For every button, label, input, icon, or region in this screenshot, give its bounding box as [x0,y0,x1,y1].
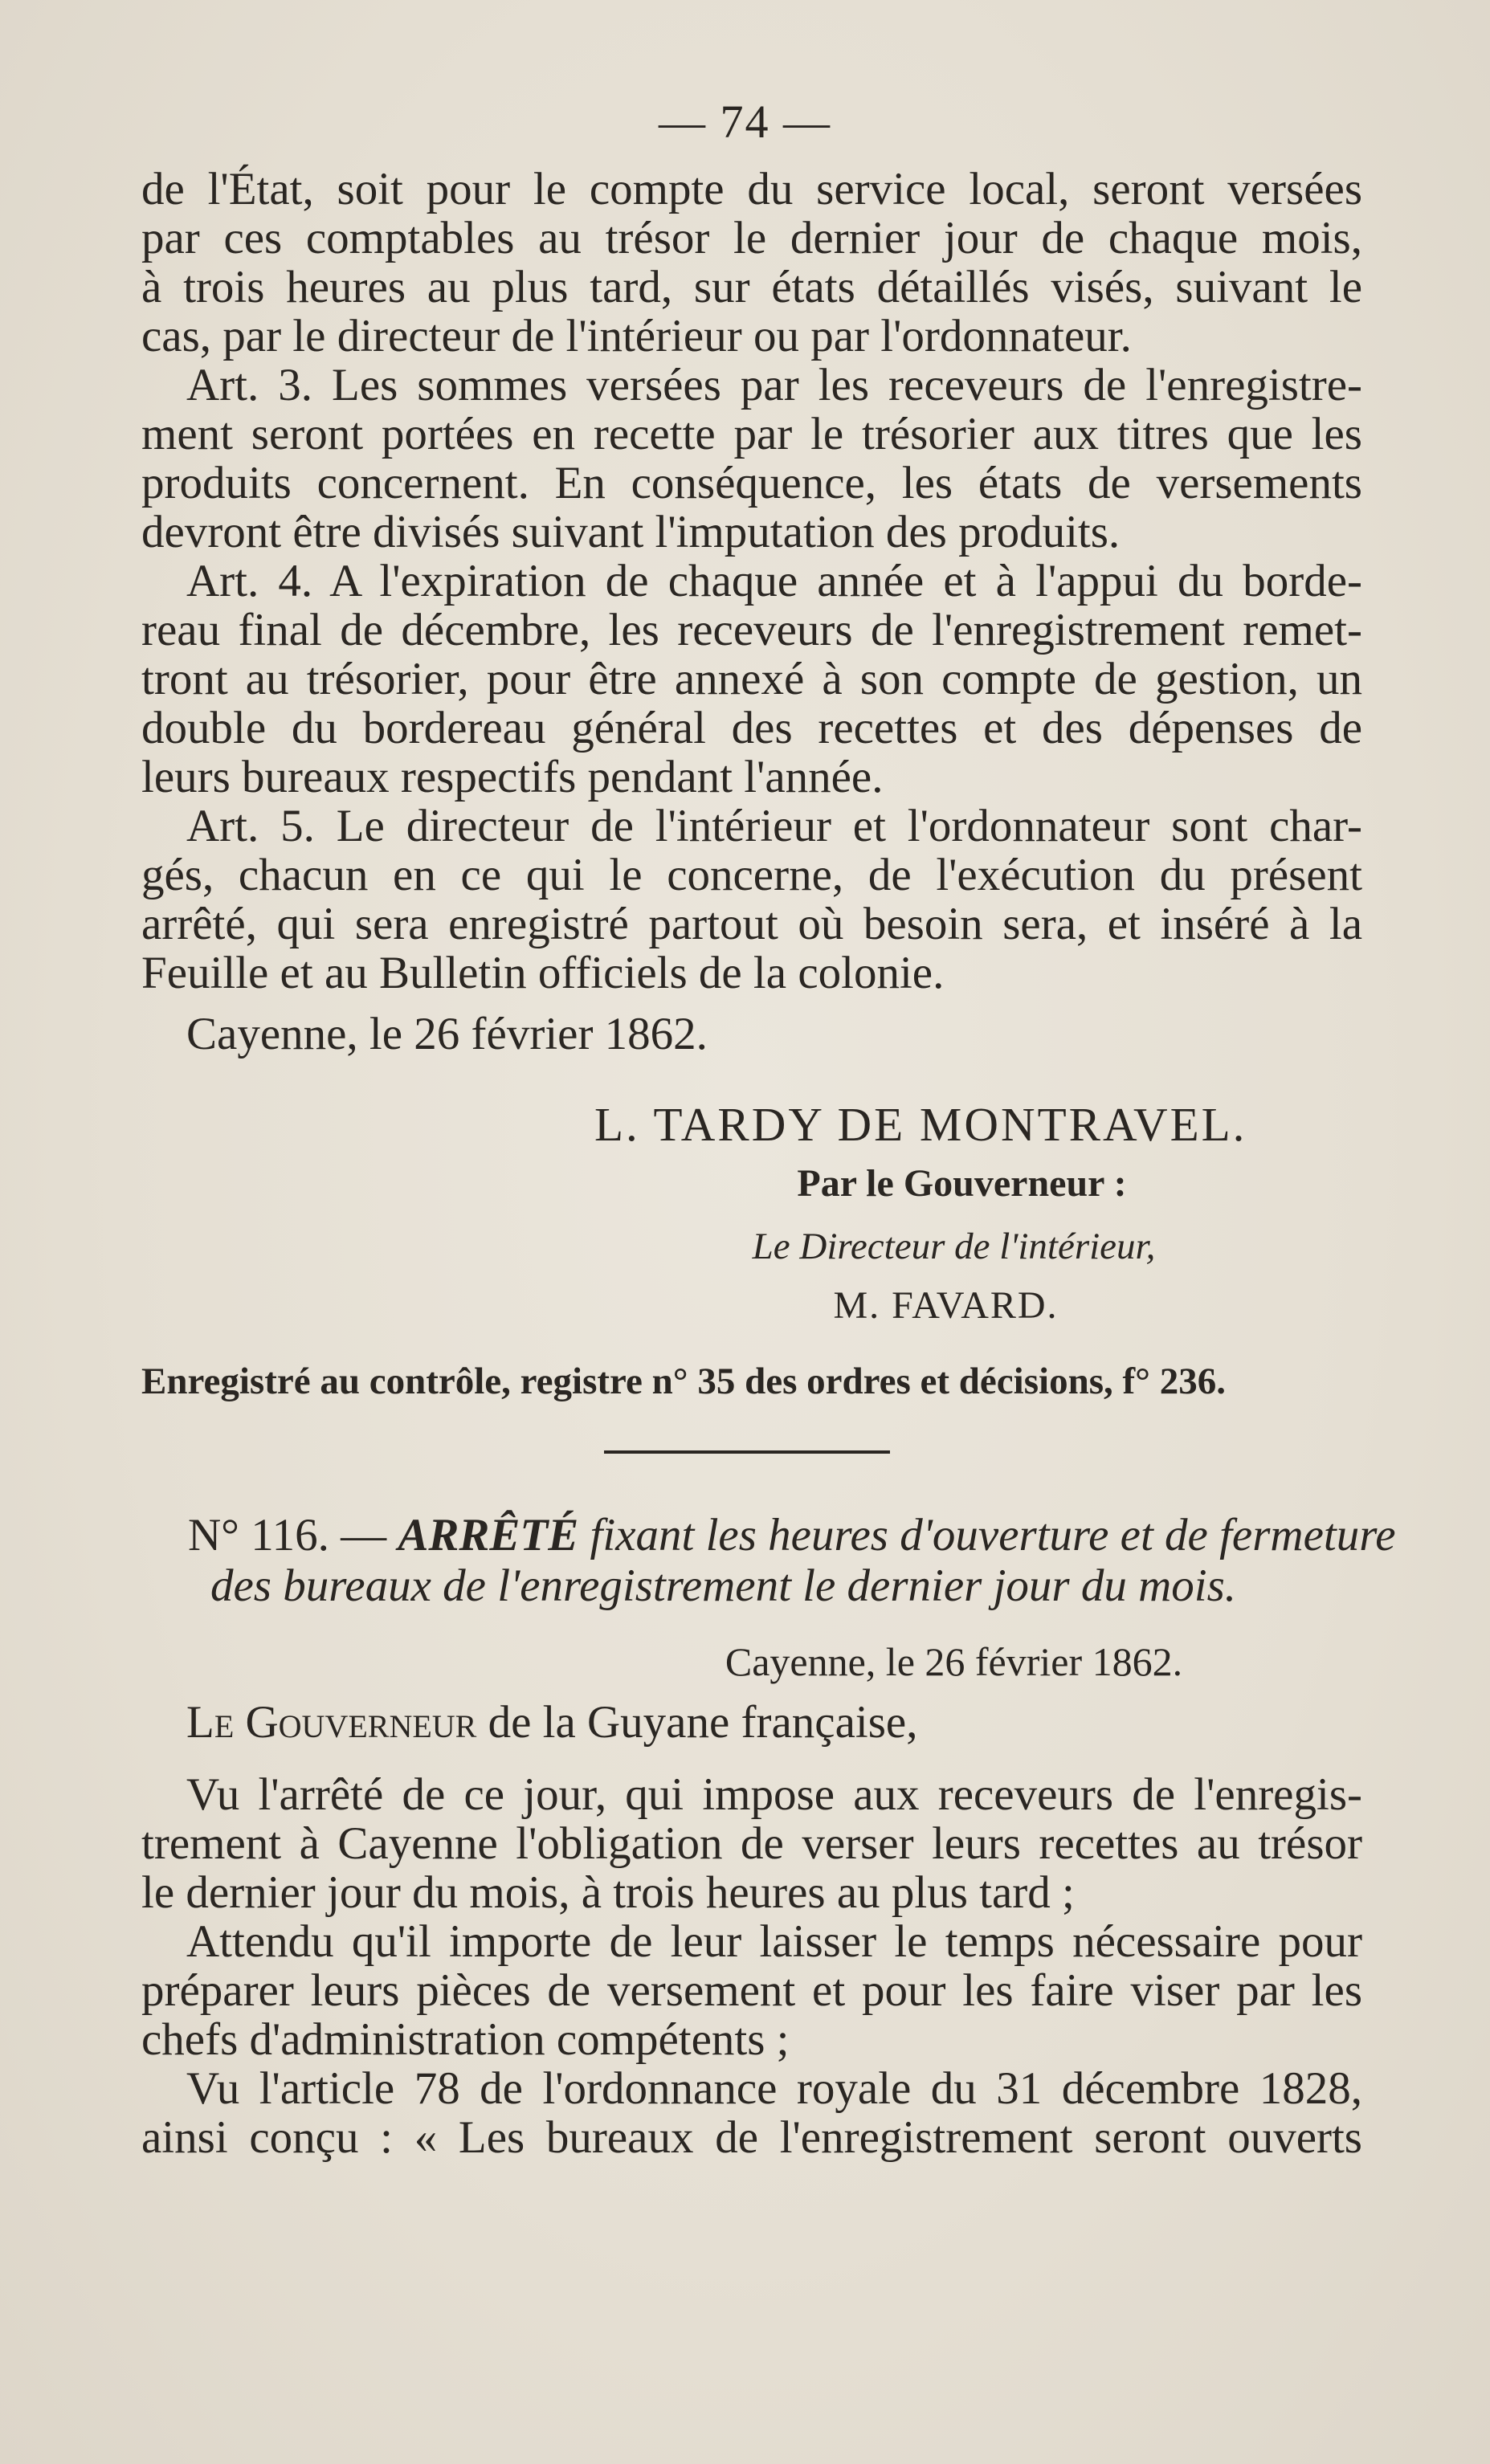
text-line: tront au trésorier, pour être annexé à son compte de gestion, un [141,654,1362,704]
date-place: Cayenne, le 26 février 1862. [186,1009,708,1059]
text-line: ainsi conçu : « Les bureaux de l'enregistrement seront ouverts [141,2112,1362,2163]
text-line: préparer leurs pièces de versement et pour les faire viser par les [141,1965,1362,2016]
text-line: de l'État, soit pour le compte du service local, seront versées [141,164,1362,214]
director-name: M. FAVARD. [833,1284,1059,1327]
text-line: gés, chacun en ce qui le concerne, de l'exécution du présent [141,850,1362,900]
director-title: Le Directeur de l'intérieur, [752,1226,1156,1267]
registration-note: Enregistré au contrôle, registre n° 35 des ordres et décisions, f° 236. [141,1361,1226,1402]
article-3-line: Art. 3. Les sommes versées par les receveurs de l'enregistre- [186,360,1362,410]
text-line: double du bordereau général des recettes et des dépenses de [141,703,1362,753]
governor-intro-rest: de la Guyane française, [476,1697,918,1748]
vu-2-line: Vu l'article 78 de l'ordonnance royale du 31 décembre 1828, [186,2063,1362,2114]
text-line: devront être divisés suivant l'imputation des produits. [141,507,1121,557]
article-5-line: Art. 5. Le directeur de l'intérieur et l'ordonnateur sont char- [186,801,1362,851]
decree-number: N° 116. — [188,1510,398,1560]
governor-intro-le: Le Gouverneur [186,1697,477,1748]
text-line: le dernier jour du mois, à trois heures au plus tard ; [141,1867,1075,1918]
decree-title-bold: ARRÊTÉ [398,1510,579,1560]
article-4-line: Art. 4. A l'expiration de chaque année et à l'appui du borde- [186,556,1362,606]
text-line: leurs bureaux respectifs pendant l'année. [141,752,884,802]
text-line: chefs d'administration compétents ; [141,2014,790,2065]
text-line: produits concernent. En conséquence, les états de versements [141,458,1362,508]
text-line: par ces comptables au trésor le dernier jour de chaque mois, [141,213,1362,263]
text-line: cas, par le directeur de l'intérieur ou par l'ordonnateur. [141,311,1132,361]
decree-title-line2: des bureaux de l'enregistrement le dernier jour du mois. [210,1560,1237,1611]
text-line: ment seront portées en recette par le trésorier aux titres que les [141,409,1362,459]
governor-intro [186,1699,1362,1747]
vu-1-line: Vu l'arrêté de ce jour, qui impose aux receveurs de l'enregis- [186,1769,1362,1820]
section-divider [604,1450,890,1454]
text-line: arrêté, qui sera enregistré partout où besoin sera, et inséré à la [141,899,1362,949]
signatory-name: L. TARDY DE MONTRAVEL. [594,1098,1247,1151]
date-place-2: Cayenne, le 26 février 1862. [725,1639,1183,1684]
text-line: Feuille et au Bulletin officiels de la colonie. [141,948,945,998]
page-number: — 74 — [659,96,831,148]
text-line: à trois heures au plus tard, sur états détaillés visés, suivant le [141,262,1362,312]
attendu-line: Attendu qu'il importe de leur laisser le temps nécessaire pour [186,1916,1362,1967]
text-line: trement à Cayenne l'obligation de verser leurs recettes au trésor [141,1818,1362,1869]
text-line: reau final de décembre, les receveurs de l'enregistrement remet- [141,605,1362,655]
decree-heading [188,1510,1396,1560]
decree-title-rest: fixant les heures d'ouverture et de fermeture [578,1510,1396,1560]
by-governor: Par le Gouverneur : [797,1162,1127,1205]
